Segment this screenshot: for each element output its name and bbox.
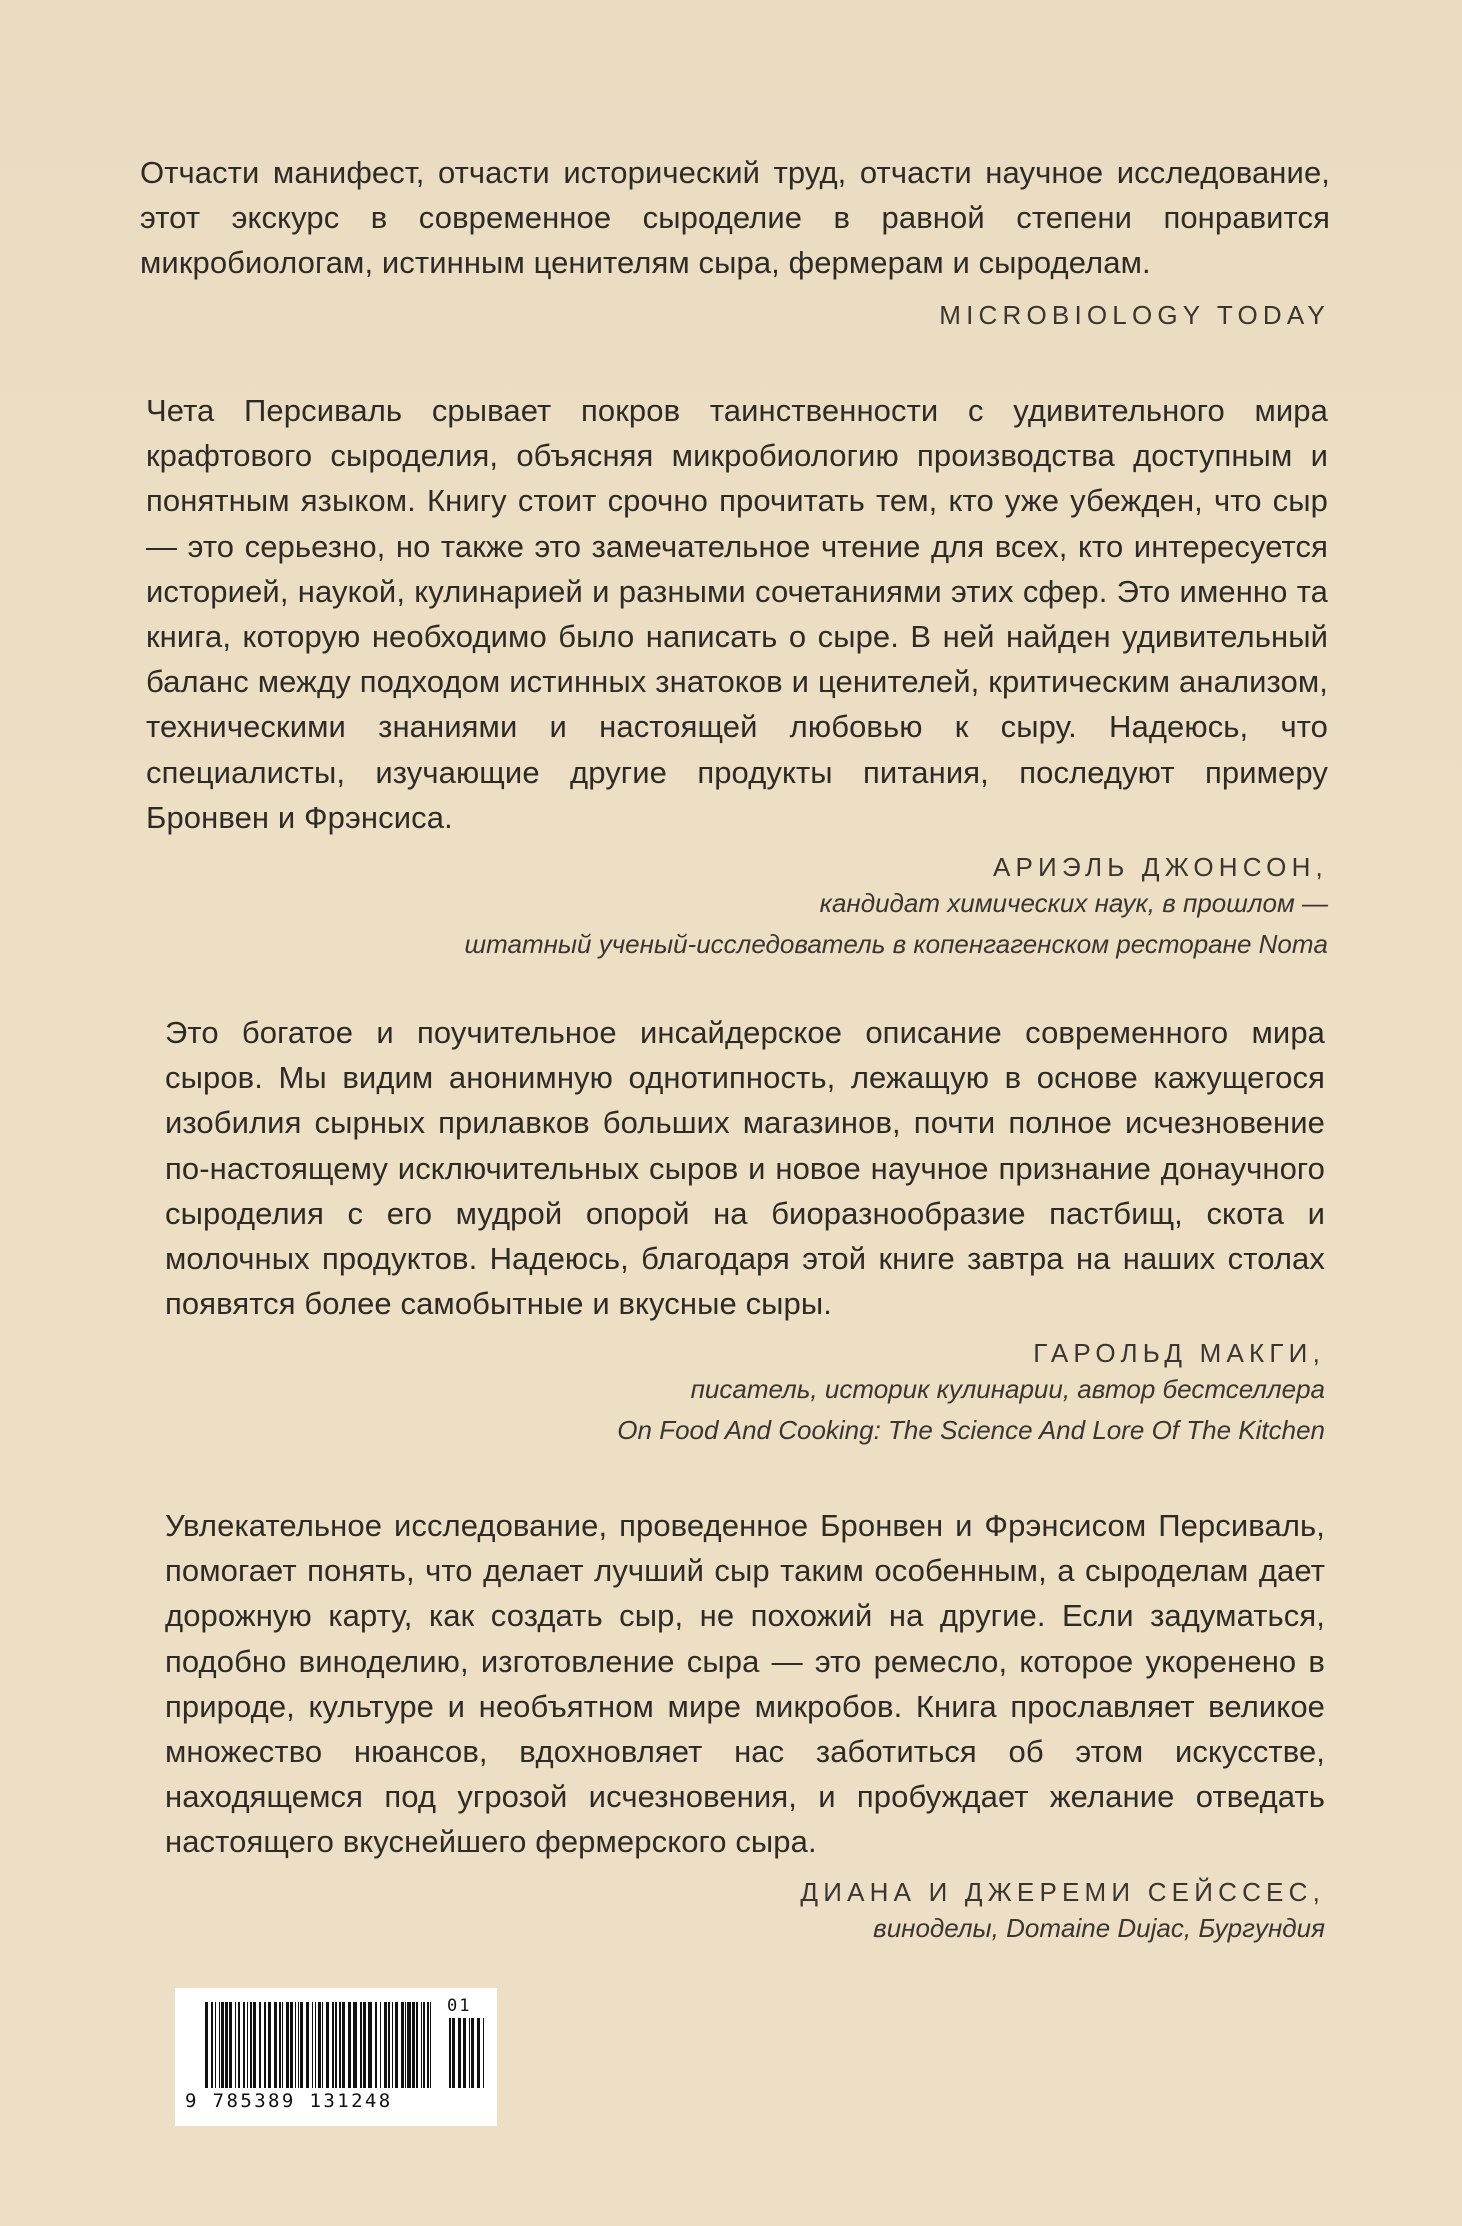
barcode-bar: [298, 2002, 299, 2088]
review-ariel-johnson: [146, 388, 1328, 965]
barcode-bar: [219, 2002, 220, 2088]
review-author-role: [146, 883, 1328, 965]
barcode-bar: [427, 2002, 429, 2088]
barcode-bar: [250, 2002, 252, 2088]
review-harold-mcgee: [165, 1010, 1325, 1451]
barcode-bar: [211, 2002, 213, 2088]
barcode-bar: [229, 2002, 232, 2088]
review-seysses: [165, 1503, 1325, 1949]
barcode-addon-bars: [449, 2018, 489, 2088]
role-line: кандидат химических наук, в прошлом —: [819, 888, 1328, 919]
review-author-role: [165, 1908, 1325, 1949]
barcode-bar: [392, 2002, 393, 2088]
barcode-bar: [253, 2002, 256, 2088]
barcode-bar: [348, 2002, 351, 2088]
barcode-bar: [315, 2002, 316, 2088]
barcode-bar: [339, 2002, 341, 2088]
barcode-bar: [295, 2002, 296, 2088]
barcode-bar: [268, 2002, 271, 2088]
barcode-bar: [286, 2002, 289, 2088]
review-microbiology-today: [140, 150, 1330, 331]
barcode-bar: [384, 2002, 387, 2088]
barcode-bar: [360, 2002, 362, 2088]
barcode-bar: [449, 2018, 451, 2088]
barcode-bar: [353, 2002, 357, 2088]
barcode-bar: [282, 2002, 283, 2088]
barcode-bar: [430, 2002, 431, 2088]
barcode-bar: [421, 2002, 422, 2088]
barcode-bar: [259, 2002, 261, 2088]
review-author-role: [165, 1369, 1325, 1451]
barcode-bar: [375, 2002, 377, 2088]
barcode-bar: [326, 2002, 329, 2088]
barcode-bar: [395, 2002, 398, 2088]
barcode-bar: [238, 2002, 240, 2088]
barcode-bar: [388, 2002, 390, 2088]
barcode-bar: [312, 2002, 313, 2088]
barcode-bar: [235, 2002, 236, 2088]
isbn-barcode: [175, 1988, 497, 2126]
review-author: ДИАНА И ДЖЕРЕМИ СЕЙССЕС,: [800, 1876, 1325, 1907]
barcode-bars: [205, 2002, 435, 2088]
barcode-bar: [215, 2002, 216, 2088]
barcode-bar: [221, 2002, 224, 2088]
barcode-bar: [401, 2002, 404, 2088]
barcode-bar: [469, 2018, 470, 2088]
barcode-bar: [264, 2002, 266, 2088]
barcode-bar: [477, 2018, 480, 2088]
review-text: Это богатое и поучительное инсайдерское описание современного мира сыров. Мы видим анонимную однотипность, лежащую в основе кажущегося изобилия сырных прилавков больших магазинов, почти полное исчезновение по-настоящему исключительных сыров и новое научное признание донаучного сыроделия с его мудрой опорой на биоразнообразие пастбищ, скота и молочных продуктов. Надеюсь, благодаря этой книге завтра на наших столах появятся более самобытные и вкусные сыры.: [165, 1015, 1325, 1322]
barcode-bar: [290, 2002, 293, 2088]
role-line: виноделы, Domaine Dujac, Бургундия: [873, 1912, 1325, 1943]
barcode-bar: [243, 2002, 245, 2088]
barcode-bar: [335, 2002, 337, 2088]
review-text: Отчасти манифест, отчасти исторический труд, отчасти научное исследование, этот экскурс в современное сыроделие в равной степени понравится микробиологам, истинным ценителям сыра, фермерам и сыроделам.: [140, 155, 1330, 281]
barcode-bar: [405, 2002, 406, 2088]
barcode-bar: [279, 2002, 281, 2088]
barcode-bar: [300, 2002, 303, 2088]
barcode-bar: [463, 2018, 466, 2088]
barcode-bar: [423, 2002, 425, 2088]
barcode-bar: [225, 2002, 228, 2088]
review-author: АРИЭЛЬ ДЖОНСОН,: [992, 852, 1328, 883]
barcode-bar: [471, 2018, 474, 2088]
barcode-bar: [363, 2002, 366, 2088]
barcode-bar: [407, 2002, 411, 2088]
barcode-bar: [412, 2002, 415, 2088]
barcode-bar: [318, 2002, 321, 2088]
role-line: On Food And Cooking: The Science And Lore Of The Kitchen: [617, 1415, 1325, 1446]
review-text: Увлекательное исследование, проведенное Бронвен и Фрэнсисом Персиваль, помогает понять, что делает лучший сыр таким особенным, а сыроделам дает дорожную карту, как создать сыр, не похожий на другие. Если задуматься, подобно виноделию, изготовление сыра — это ремесло, которое укоренено в природе, культуре и необъятном мире микробов. Книга прославляет великое множество нюансов, вдохновляет нас заботиться об этом искусстве, находящемся под угрозой исчезновения, и пробуждает желание отведать настоящего вкуснейшего фермерского сыра.: [165, 1508, 1325, 1860]
review-text: Чета Персиваль срывает покров таинственности с удивительного мира крафтового сыроделия, объясняя микробиологию производства доступным и понятным языком. Книгу стоит срочно прочитать тем, кто уже убежден, что сыр — это серьезно, но также это замечательное чтение для всех, кто интересуется историей, наукой, кулинарией и разными сочетаниями этих сфер. Это именно та книга, которую необходимо было написать о сыре. В ней найден удивительный баланс между подходом истинных знатоков и ценителей, критическим анализом, техническими знаниями и настоящей любовью к сыру. Надеюсь, что специалисты, изучающие другие продукты питания, последуют примеру Бронвен и Фрэнсиса.: [146, 393, 1328, 835]
review-author: ГАРОЛЬД МАКГИ,: [1033, 1338, 1325, 1369]
barcode-bar: [458, 2018, 461, 2088]
barcode-addon-digits: 01: [447, 1996, 472, 2016]
barcode-bar: [368, 2002, 372, 2088]
barcode-bar: [274, 2002, 277, 2088]
barcode-bar: [332, 2002, 334, 2088]
barcode-bar: [306, 2002, 309, 2088]
barcode-bar: [452, 2018, 455, 2088]
barcode-bar: [205, 2002, 208, 2088]
barcode-bar: [322, 2002, 323, 2088]
review-author: MICROBIOLOGY TODAY: [939, 299, 1330, 330]
role-line: писатель, историк кулинарии, автор бестселлера: [690, 1374, 1325, 1405]
barcode-bar: [247, 2002, 248, 2088]
barcode-bar: [342, 2002, 345, 2088]
barcode-digits: 9 785389 131248: [185, 2090, 393, 2112]
role-line: штатный ученый-исследователь в копенгагенском ресторане Noma: [464, 929, 1328, 960]
barcode-bar: [483, 2018, 484, 2088]
barcode-bar: [416, 2002, 418, 2088]
barcode-bar: [380, 2002, 381, 2088]
